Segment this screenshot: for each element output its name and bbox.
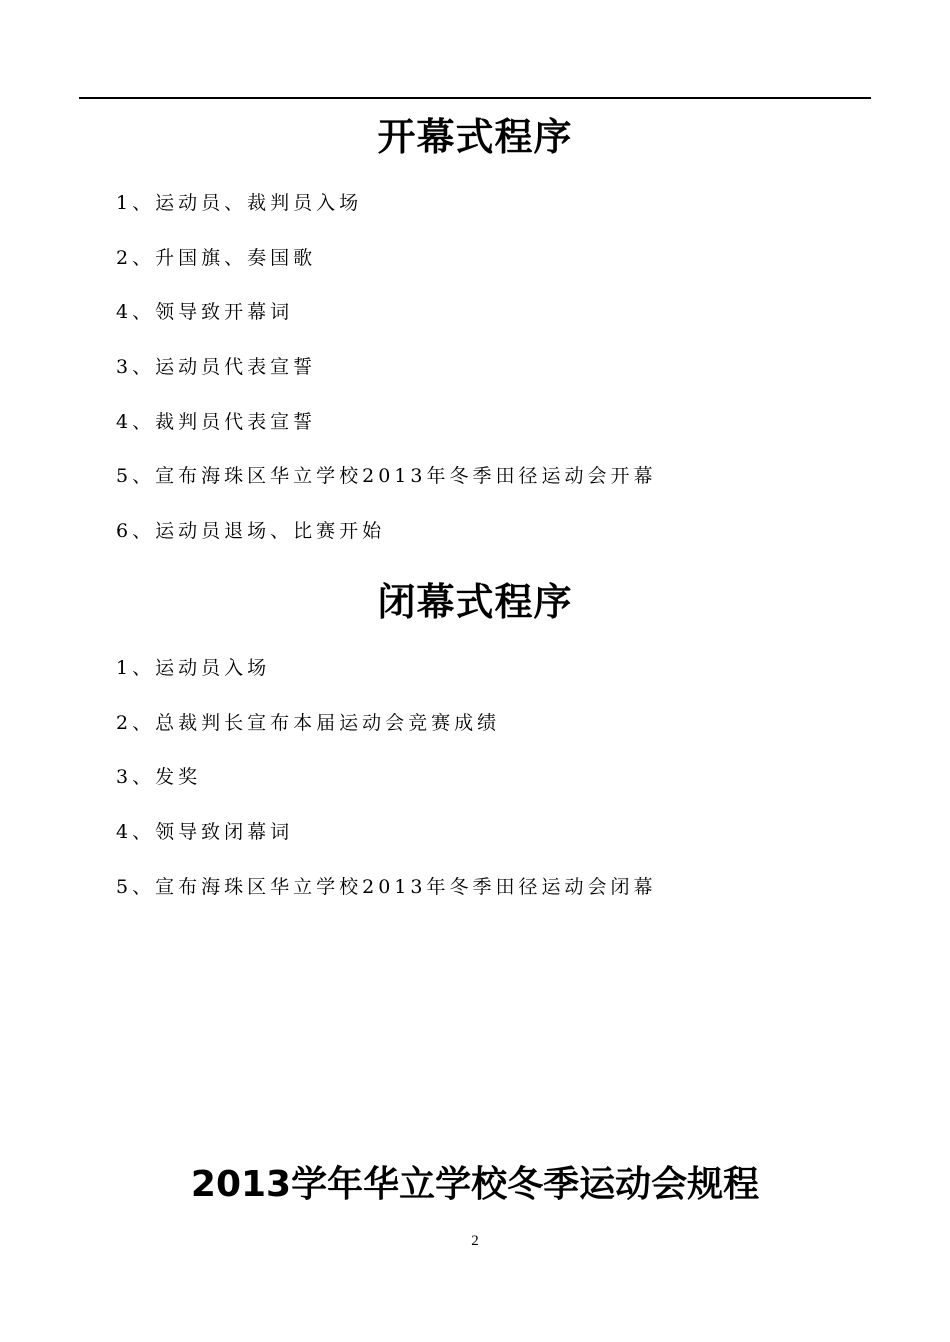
- item-number: 2: [116, 711, 133, 734]
- opening-program-item: [116, 298, 656, 353]
- item-text: 宣布海珠区华立学校2013年冬季田径运动会闭幕: [155, 875, 657, 898]
- item-text: 运动员退场、比赛开始: [155, 520, 386, 543]
- item-separator: 、: [132, 192, 156, 214]
- item-text: 发奖: [155, 766, 202, 789]
- item-separator: 、: [132, 520, 156, 543]
- item-separator: 、: [132, 465, 156, 488]
- item-separator: 、: [132, 766, 156, 789]
- page-number: 2: [471, 1233, 479, 1249]
- item-number: 6: [116, 520, 133, 543]
- item-text: 运动员入场: [155, 657, 271, 679]
- item-number: 1: [116, 657, 133, 679]
- closing-program-item: [116, 763, 656, 818]
- opening-program-list: [116, 189, 656, 572]
- item-text: 运动员代表宣誓: [155, 356, 317, 379]
- item-text: 领导致闭幕词: [155, 821, 294, 844]
- item-separator: 、: [132, 657, 156, 679]
- item-separator: 、: [132, 821, 156, 844]
- regulations-title: 2013学年华立学校冬季运动会规程: [190, 1164, 760, 1205]
- opening-ceremony-title: 开幕式程序: [377, 115, 573, 159]
- item-separator: 、: [132, 875, 156, 898]
- opening-program-item: [116, 244, 656, 299]
- item-text: 升国旗、奏国歌: [155, 246, 317, 269]
- closing-program-list: [116, 654, 656, 927]
- item-number: 4: [116, 410, 133, 433]
- item-number: 5: [116, 465, 133, 488]
- closing-program-item: [116, 818, 656, 873]
- closing-ceremony-title: 闭幕式程序: [377, 580, 573, 624]
- item-text: 宣布海珠区华立学校2013年冬季田径运动会开幕: [155, 465, 657, 488]
- item-text: 领导致开幕词: [155, 301, 294, 324]
- item-separator: 、: [132, 410, 156, 433]
- item-number: 5: [116, 875, 133, 898]
- item-separator: 、: [132, 301, 156, 324]
- item-number: 4: [116, 301, 133, 324]
- item-separator: 、: [132, 356, 156, 379]
- item-separator: 、: [132, 711, 156, 734]
- opening-program-item: [116, 408, 656, 463]
- item-number: 3: [116, 766, 133, 789]
- item-number: 1: [116, 192, 133, 214]
- opening-program-item: [116, 353, 656, 408]
- item-separator: 、: [132, 246, 156, 269]
- item-text: 裁判员代表宣誓: [155, 410, 317, 433]
- item-text: 总裁判长宣布本届运动会竞赛成绩: [155, 711, 501, 734]
- item-number: 2: [116, 246, 133, 269]
- closing-program-item: [116, 654, 656, 709]
- header-rule: [79, 97, 871, 99]
- closing-program-item: [116, 873, 656, 928]
- item-number: 4: [116, 821, 133, 844]
- opening-program-item: [116, 189, 656, 244]
- item-text: 运动员、裁判员入场: [155, 192, 363, 214]
- opening-program-item: [116, 517, 656, 572]
- closing-program-item: [116, 709, 656, 764]
- item-number: 3: [116, 356, 133, 379]
- opening-program-item: [116, 462, 656, 517]
